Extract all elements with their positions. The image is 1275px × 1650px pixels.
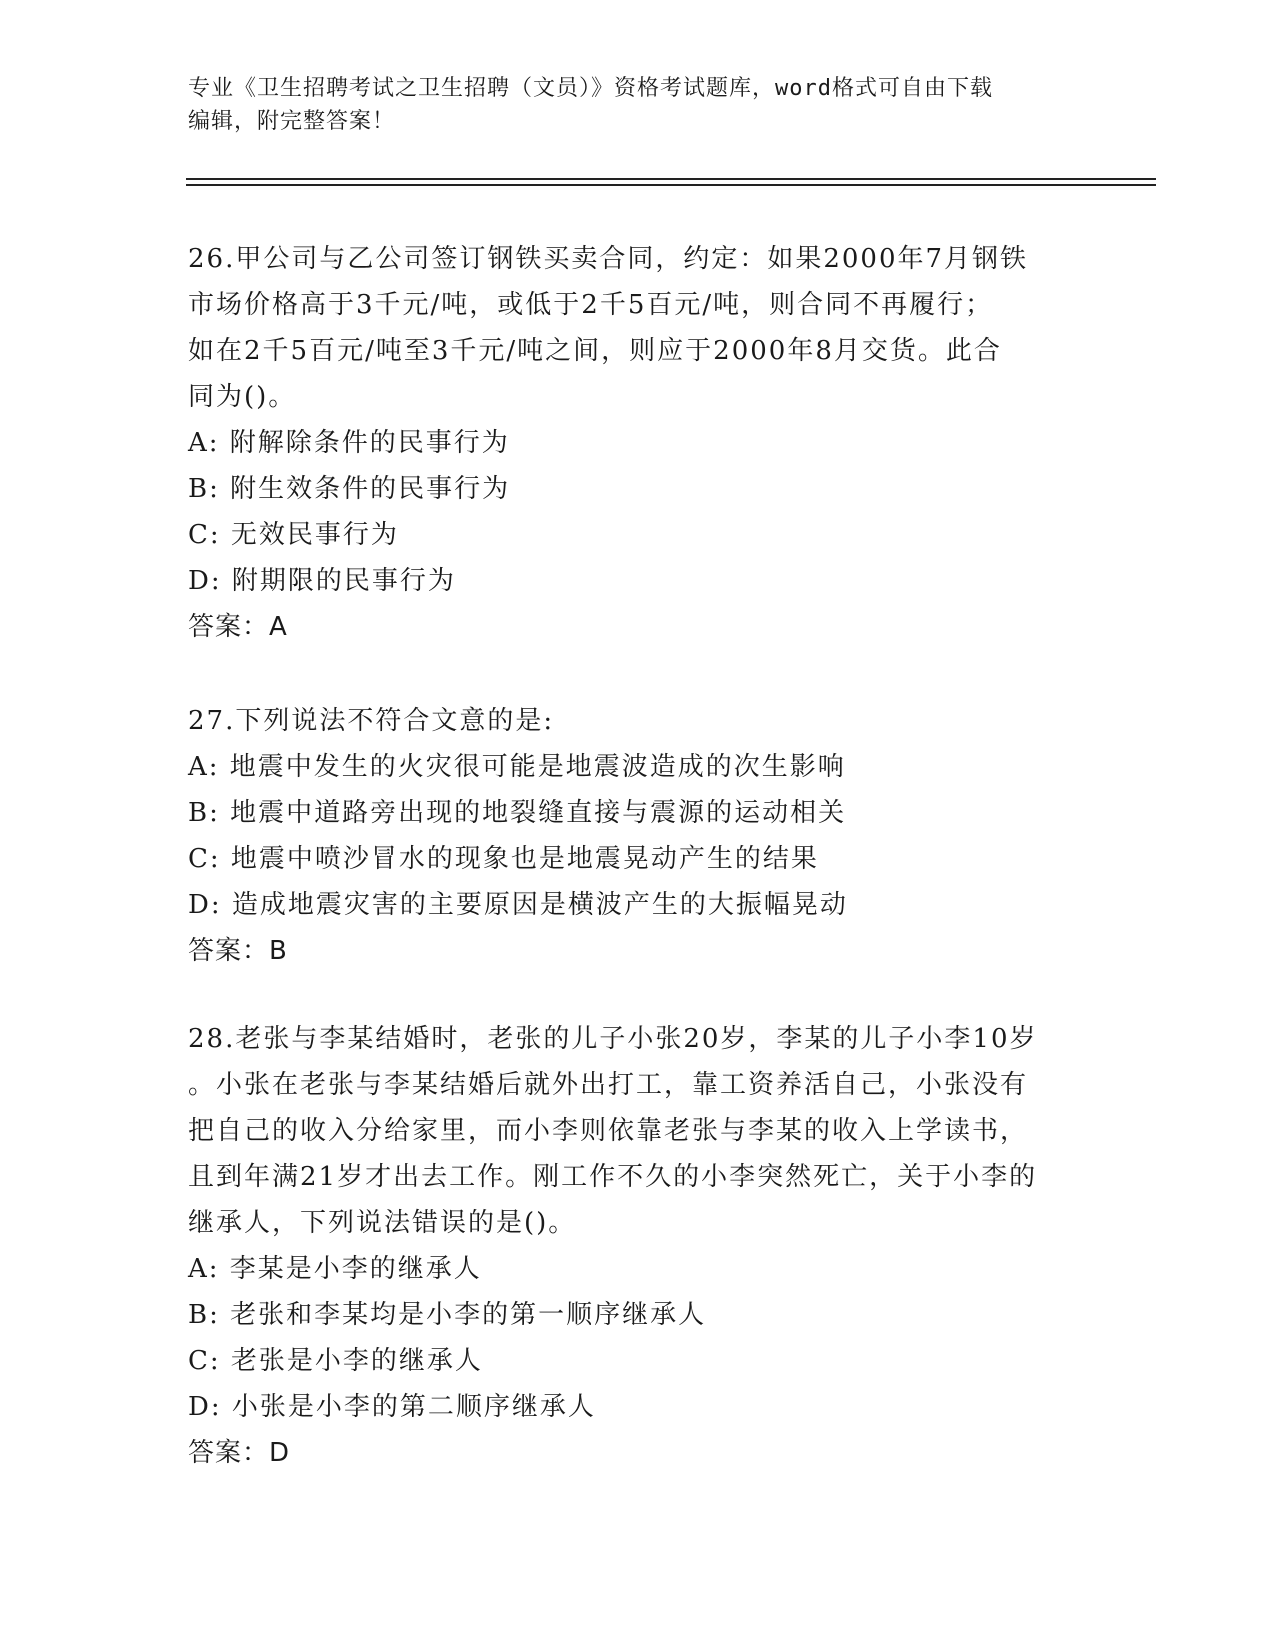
stem-line: 市场价格高于3千元/吨，或低于2千5百元/吨，则合同不再履行；	[188, 290, 994, 320]
document-header	[188, 72, 1088, 138]
option-c: C: 老张是小李的继承人	[188, 1346, 483, 1376]
option-b: B: 地震中道路旁出现的地裂缝直接与震源的运动相关	[188, 798, 847, 828]
answer: 答案：B	[188, 936, 288, 966]
answer: 答案：A	[188, 612, 288, 642]
header-divider-bottom	[186, 184, 1156, 186]
option-b: B: 附生效条件的民事行为	[188, 474, 511, 504]
option-d: D: 造成地震灾害的主要原因是横波产生的大振幅晃动	[188, 890, 848, 920]
option-c: C: 地震中喷沙冒水的现象也是地震晃动产生的结果	[188, 844, 819, 874]
question-stem	[188, 236, 1088, 420]
header-line-2: 编辑，附完整答案！	[188, 109, 396, 134]
stem-line: 同为()。	[188, 382, 297, 412]
stem-line: 且到年满21岁才出去工作。刚工作不久的小李突然死亡，关于小李的	[188, 1162, 1038, 1192]
stem-line: 28.老张与李某结婚时，老张的儿子小张20岁，李某的儿子小李10岁	[188, 1024, 1038, 1054]
stem-line: 。小张在老张与李某结婚后就外出打工，靠工资养活自己，小张没有	[188, 1070, 1029, 1100]
header-line-1: 专业《卫生招聘考试之卫生招聘（文员）》资格考试题库，word格式可自由下载	[188, 76, 993, 101]
question-27	[188, 698, 1088, 974]
stem-line: 把自己的收入分给家里，而小李则依靠老张与李某的收入上学读书，	[188, 1116, 1029, 1146]
option-a: A: 地震中发生的火灾很可能是地震波造成的次生影响	[188, 752, 846, 782]
option-a: A: 附解除条件的民事行为	[188, 428, 510, 458]
option-d: D: 附期限的民事行为	[188, 566, 456, 596]
question-28	[188, 1016, 1088, 1476]
question-stem	[188, 1016, 1088, 1246]
option-b: B: 老张和李某均是小李的第一顺序继承人	[188, 1300, 707, 1330]
stem-line: 26.甲公司与乙公司签订钢铁买卖合同，约定：如果2000年7月钢铁	[188, 244, 1029, 274]
question-26	[188, 236, 1088, 650]
option-a: A: 李某是小李的继承人	[188, 1254, 482, 1284]
answer: 答案：D	[188, 1438, 291, 1468]
option-d: D: 小张是小李的第二顺序继承人	[188, 1392, 596, 1422]
stem-line: 27.下列说法不符合文意的是:	[188, 706, 555, 736]
stem-line: 如在2千5百元/吨至3千元/吨之间，则应于2000年8月交货。此合	[188, 336, 1002, 366]
header-divider-top	[186, 178, 1156, 180]
option-c: C: 无效民事行为	[188, 520, 399, 550]
question-stem	[188, 698, 1088, 744]
stem-line: 继承人，下列说法错误的是()。	[188, 1208, 577, 1238]
